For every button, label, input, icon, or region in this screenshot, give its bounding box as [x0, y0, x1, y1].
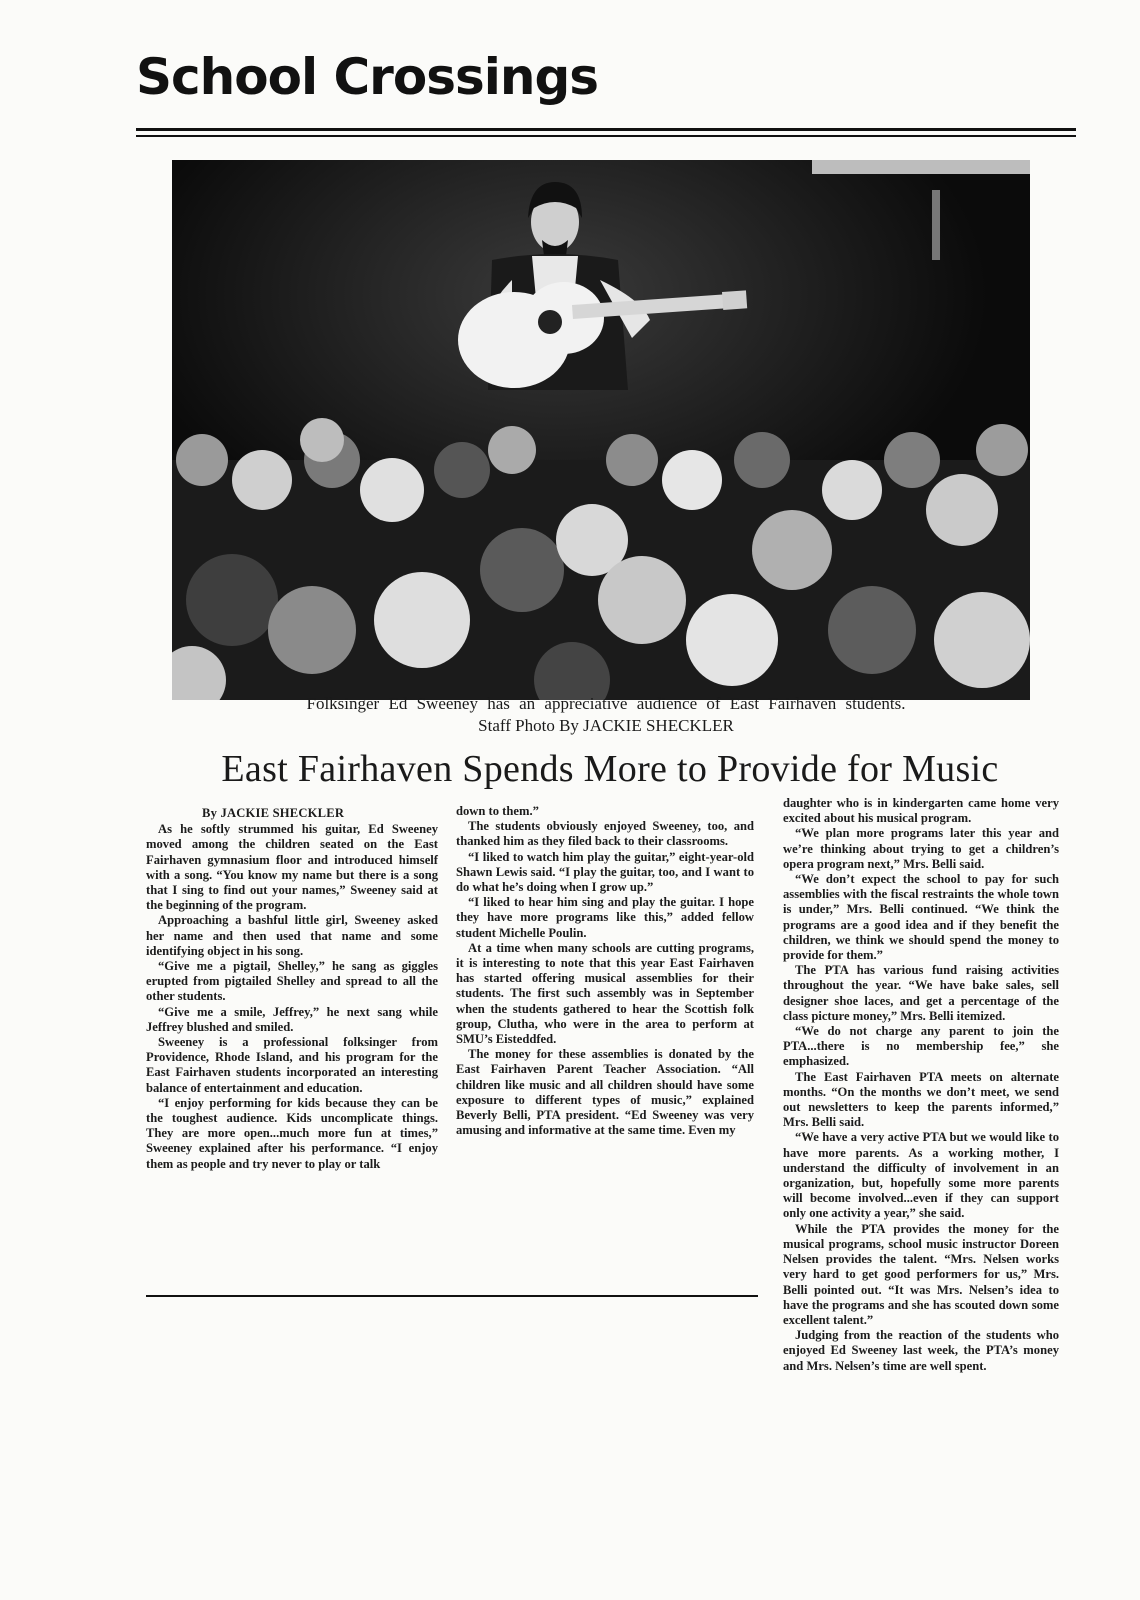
- paragraph: “We plan more programs later this year and we’re thinking about trying to get a children’s opera program next,” Mrs. Belli said.: [783, 826, 1059, 871]
- paragraph: Sweeney is a professional folksinger from Providence, Rhode Island, and his program for the East Fairhaven students incorporated an interesting balance of entertainment and education.: [146, 1035, 438, 1095]
- article-column-3: [783, 796, 1059, 1374]
- paragraph: The PTA has various fund raising activities throughout the year. “We have bake sales, sell designer shoe laces, and get a percentage of the class picture money,” Mrs. Belli itemized.: [783, 963, 1059, 1023]
- paragraph: The East Fairhaven PTA meets on alternate months. “On the months we don’t meet, we send out newsletters to keep the parents informed,” Mrs. Belli said.: [783, 1069, 1059, 1130]
- audience-crowd: [172, 418, 1030, 700]
- paragraph: “We do not charge any parent to join the PTA...there is no membership fee,” she emphasized.: [783, 1024, 1059, 1069]
- paragraph: While the PTA provides the money for the musical programs, school music instructor Doreen Nelsen provides the talent. “Mrs. Nelsen works very hard to get good performers for us,” Mrs. Belli pointed out. “It was Mrs. Nelsen’s idea to have the programs and she has scouted down some excellent talent.”: [783, 1221, 1059, 1327]
- photo-caption: [136, 693, 1076, 737]
- article-byline: By JACKIE SHECKLER: [202, 806, 345, 820]
- paragraph: At a time when many schools are cutting programs, it is interesting to note that this year East Fairhaven has started offering musical assemblies for their students. The first such assembly was in September when the students gathered to hear the Scottish folk group, Clutha, who were in the area to perform at SMU’s Eisteddfed.: [456, 940, 754, 1047]
- paragraph: Judging from the reaction of the students who enjoyed Ed Sweeney last week, the PTA’s money and Mrs. Nelsen’s time are well spent.: [783, 1328, 1059, 1373]
- article-headline: East Fairhaven Spends More to Provide for Music: [221, 748, 999, 790]
- paragraph: “I liked to watch him play the guitar,” eight-year-old Shawn Lewis said. “I play the guitar, too, and I want to do what he’s doing when I grow up.”: [456, 849, 754, 895]
- concert-photo-image: [172, 160, 1030, 700]
- paragraph: “Give me a pigtail, Shelley,” he sang as giggles erupted from pigtailed Shelley and spread to all the other students.: [146, 959, 438, 1004]
- paragraph: down to them.”: [456, 804, 539, 818]
- article-column-2: [456, 804, 754, 1138]
- article-column-1: [146, 806, 438, 1172]
- column-bottom-rule: [146, 1295, 758, 1297]
- paragraph: “Give me a smile, Jeffrey,” he next sang while Jeffrey blushed and smiled.: [146, 1004, 438, 1034]
- paragraph: “We have a very active PTA but we would like to have more parents. As a working mother, I understand the difficulty of involvement in an organization, but, hopefully some more parents will become involved...even if they can support only one activity a year,” she said.: [783, 1130, 1059, 1221]
- paragraph: Approaching a bashful little girl, Sweeney asked her name and then used that name and some identifying object in his song.: [146, 913, 438, 958]
- concert-photo: [172, 160, 1030, 700]
- paragraph: daughter who is in kindergarten came home very excited about his musical program.: [783, 796, 1059, 826]
- paragraph: “We don’t expect the school to pay for such assemblies with the fiscal restraints the whole town is under,” Mrs. Belli continued. “We think the programs are a good idea and if they benefit the children, we think we should spend the money to provide for them.”: [783, 872, 1059, 963]
- paragraph: “I enjoy performing for kids because they can be the toughest audience. Kids uncomplicate things. They are more open...much more fun at times,” Sweeney explained after his performance. “I enjoy them as people and try never to play or talk: [146, 1095, 438, 1171]
- photo-credit: Staff Photo By JACKIE SHECKLER: [478, 716, 734, 735]
- photo-caption-text: Folksinger Ed Sweeney has an appreciative audience of East Fairhaven students.: [306, 694, 906, 713]
- paragraph: As he softly strummed his guitar, Ed Sweeney moved among the children seated on the East Fairhaven gymnasium floor and introduced himself with a song. “You know my name but there is a song that I sing to find out your names,” Sweeney said at the beginning of the program.: [146, 822, 438, 913]
- section-rule-top: [136, 128, 1076, 131]
- section-rule-bottom: [136, 135, 1076, 137]
- section-title: School Crossings: [136, 48, 599, 106]
- paragraph: The students obviously enjoyed Sweeney, too, and thanked him as they filed back to their classrooms.: [456, 819, 754, 849]
- paragraph: “I liked to hear him sing and play the guitar. I hope they have more programs like this,” added fellow student Michelle Poulin.: [456, 895, 754, 940]
- paragraph: The money for these assemblies is donated by the East Fairhaven Parent Teacher Association. “All children like music and all children should have some exposure to different types of music,” explained Beverly Belli, PTA president. “Ed Sweeney was very amusing and informative at the same time. Even my: [456, 1047, 754, 1138]
